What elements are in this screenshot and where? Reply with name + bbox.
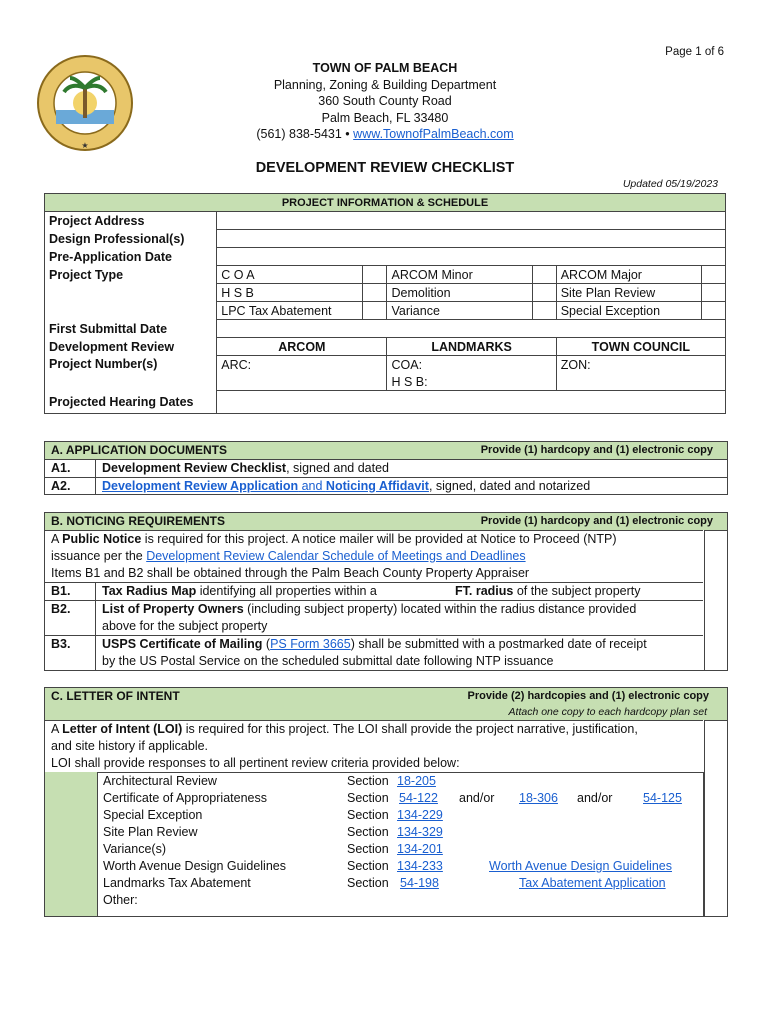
doc-title: DEVELOPMENT REVIEW CHECKLIST: [255, 160, 515, 176]
b2-text2: above for the subject property: [102, 619, 268, 633]
row-a1: [45, 459, 727, 477]
type-lpc-checkbox[interactable]: [363, 302, 387, 320]
code-link[interactable]: 134-201: [397, 842, 443, 856]
section-c-checkbox[interactable]: [704, 720, 727, 916]
project-numbers-label: Project Number(s): [45, 356, 217, 374]
type-coa: C O A: [217, 266, 363, 284]
board-landmarks: LANDMARKS: [387, 338, 556, 356]
hearing-dates-field[interactable]: [217, 391, 726, 414]
b-p2-a: issuance per the: [51, 549, 147, 563]
criteria-list: [97, 772, 704, 916]
type-demolition-checkbox[interactable]: [532, 284, 556, 302]
c-paragraph-2: and site history if applicable.: [51, 739, 209, 753]
dev-review-label: Development Review: [45, 338, 217, 356]
type-arcom-major: ARCOM Major: [556, 266, 701, 284]
row-b3: [45, 635, 703, 670]
b2-id: B2.: [51, 602, 71, 616]
row-b2: [45, 600, 703, 635]
c-paragraph-1: [45, 721, 703, 738]
type-coa-checkbox[interactable]: [363, 266, 387, 284]
criteria-name: Landmarks Tax Abatement: [103, 876, 251, 890]
a2-text: , signed, dated and notarized: [428, 479, 591, 493]
section-b-checkbox[interactable]: [704, 530, 727, 670]
project-address-field[interactable]: [217, 212, 726, 230]
section-b-copies: Provide (1) hardcopy and (1) electronic copy: [480, 515, 713, 527]
criteria-name: Architectural Review: [103, 774, 217, 788]
project-address-label: Project Address: [45, 212, 217, 230]
section-a-header: [45, 442, 727, 459]
b3-id: B3.: [51, 637, 71, 651]
and-or: and/or: [577, 791, 613, 805]
type-variance-checkbox[interactable]: [532, 302, 556, 320]
b2-text: (including subject property) located within the radius distance provided: [243, 602, 637, 616]
section-c-title: C. LETTER OF INTENT: [51, 689, 180, 703]
application-link[interactable]: Development Review Application: [102, 479, 299, 493]
preapp-date-field[interactable]: [217, 248, 726, 266]
code-link[interactable]: 54-125: [643, 791, 682, 805]
owners-list-term: List of Property Owners: [102, 602, 244, 616]
criteria-row: [97, 807, 703, 824]
tax-abatement-application-link[interactable]: Tax Abatement Application: [519, 876, 666, 890]
arc-number-field[interactable]: ARC:: [217, 356, 387, 374]
code-link[interactable]: 54-198: [400, 876, 439, 890]
section-c-copies: Provide (2) hardcopies and (1) electronic copy: [467, 690, 709, 702]
c-p1-b: is required for this project. The LOI shall provide the project narrative, justification,: [182, 722, 638, 736]
b1-text: identifying all properties within a: [196, 584, 377, 598]
a1-title: Development Review Checklist: [102, 461, 287, 475]
ps-form-link[interactable]: PS Form 3665: [270, 637, 351, 651]
code-link[interactable]: 134-329: [397, 825, 443, 839]
criteria-row: [97, 858, 703, 875]
website-link[interactable]: www.TownofPalmBeach.com: [353, 127, 514, 141]
palm-tree-seal-icon: [36, 48, 134, 158]
criteria-section: Section: [347, 791, 389, 805]
criteria-section: Section: [347, 842, 389, 856]
address-line1: 360 South County Road: [318, 94, 452, 108]
calendar-schedule-link[interactable]: Development Review Calendar Schedule of Meetings and Deadlines: [146, 549, 526, 563]
page-number: Page 1 of 6: [665, 46, 724, 58]
section-a-title: A. APPLICATION DOCUMENTS: [51, 443, 227, 457]
code-link[interactable]: 18-205: [397, 774, 436, 788]
a1-text: , signed and dated: [286, 461, 389, 475]
letterhead: [200, 60, 570, 143]
b1-id: B1.: [51, 584, 71, 598]
town-seal: [36, 48, 134, 158]
criteria-row: [97, 790, 703, 807]
criteria-section: Section: [347, 859, 389, 873]
type-special-exception: Special Exception: [556, 302, 701, 320]
section-c-attach: Attach one copy to each hardcopy plan set: [508, 706, 707, 718]
a2-and: and: [298, 479, 326, 493]
code-link[interactable]: 18-306: [519, 791, 558, 805]
org-name: TOWN OF PALM BEACH: [312, 61, 458, 75]
type-variance: Variance: [387, 302, 532, 320]
radius-field[interactable]: [455, 583, 641, 600]
board-town-council: TOWN COUNCIL: [556, 338, 725, 356]
hearing-dates-label: Projected Hearing Dates: [45, 391, 217, 414]
a2-id: A2.: [51, 479, 71, 493]
phone: (561) 838-5431 •: [256, 127, 350, 141]
contact-line: [200, 126, 570, 143]
criteria-name: Certificate of Appropriateness: [103, 791, 267, 805]
criteria-row-other[interactable]: [97, 892, 703, 909]
project-info-header: PROJECT INFORMATION & SCHEDULE: [45, 194, 726, 212]
design-professional-field[interactable]: [217, 230, 726, 248]
zon-number-field[interactable]: ZON:: [556, 356, 725, 374]
criteria-section: Section: [347, 774, 389, 788]
row-a2: [45, 477, 727, 495]
criteria-name: Other:: [103, 893, 138, 907]
type-hsb: H S B: [217, 284, 363, 302]
svg-text:★: ★: [81, 141, 89, 150]
criteria-section: Section: [347, 825, 389, 839]
noticing-affidavit-link[interactable]: Noticing Affidavit: [325, 479, 429, 493]
dept-name: Planning, Zoning & Building Department: [273, 77, 497, 92]
criteria-row: [97, 875, 703, 892]
hsb-number-field[interactable]: H S B:: [387, 373, 556, 391]
board-arcom: ARCOM: [217, 338, 387, 356]
b-p1-b: is required for this project. A notice mailer will be provided at Notice to Proceed (NTP): [141, 532, 617, 546]
criteria-name: Worth Avenue Design Guidelines: [103, 859, 286, 873]
loi-term: Letter of Intent (LOI): [62, 722, 183, 736]
criteria-row: [97, 841, 703, 858]
criteria-name: Site Plan Review: [103, 825, 198, 839]
type-site-plan: Site Plan Review: [556, 284, 701, 302]
usps-certificate-term: USPS Certificate of Mailing: [102, 637, 263, 651]
section-a: [44, 441, 728, 495]
c-paragraph-3: LOI shall provide responses to all pertinent review criteria provided below:: [51, 756, 460, 770]
criteria-row: [97, 824, 703, 841]
b1-rest: of the subject property: [513, 584, 641, 598]
type-arcom-minor: ARCOM Minor: [387, 266, 532, 284]
criteria-green-column: [45, 772, 98, 916]
section-c: [44, 687, 728, 917]
code-link[interactable]: 134-229: [397, 808, 443, 822]
b3-text2: by the US Postal Service on the scheduled submittal date following NTP issuance: [102, 654, 554, 668]
criteria-name: Special Exception: [103, 808, 203, 822]
code-link[interactable]: 54-122: [399, 791, 438, 805]
b3-text: ) shall be submitted with a postmarked date of receipt: [350, 637, 647, 651]
type-arcom-major-checkbox[interactable]: [701, 266, 725, 284]
first-submittal-field[interactable]: [217, 320, 726, 338]
public-notice-term: Public Notice: [62, 532, 142, 546]
type-special-exception-checkbox[interactable]: [701, 302, 725, 320]
ft-radius-term: FT. radius: [455, 584, 514, 598]
type-arcom-minor-checkbox[interactable]: [532, 266, 556, 284]
type-demolition: Demolition: [387, 284, 532, 302]
criteria-section: Section: [347, 808, 389, 822]
type-hsb-checkbox[interactable]: [363, 284, 387, 302]
code-link[interactable]: 134-233: [397, 859, 443, 873]
section-a-copies: Provide (1) hardcopy and (1) electronic copy: [480, 444, 713, 456]
worth-avenue-guidelines-link[interactable]: Worth Avenue Design Guidelines: [489, 859, 672, 873]
row-b1: [45, 582, 703, 600]
preapp-date-label: Pre-Application Date: [45, 248, 217, 266]
b-paragraph-2: [45, 548, 703, 565]
type-site-plan-checkbox[interactable]: [701, 284, 725, 302]
section-b-header: [45, 513, 727, 530]
a1-id: A1.: [51, 461, 71, 475]
b3-paren-open: (: [262, 637, 271, 651]
section-b-title: B. NOTICING REQUIREMENTS: [51, 514, 226, 528]
criteria-section: Section: [347, 876, 389, 890]
tax-radius-map-term: Tax Radius Map: [102, 584, 197, 598]
address-line2: Palm Beach, FL 33480: [321, 110, 449, 125]
type-lpc: LPC Tax Abatement: [217, 302, 363, 320]
first-submittal-label: First Submittal Date: [45, 320, 217, 338]
criteria-name: Variance(s): [103, 842, 166, 856]
section-c-header: [45, 688, 727, 720]
criteria-row: [97, 773, 703, 790]
project-info-table: [44, 193, 726, 414]
project-type-label: Project Type: [45, 266, 217, 284]
b-p1-a: A: [51, 532, 63, 546]
and-or: and/or: [459, 791, 495, 805]
b-paragraph-1: [45, 531, 703, 548]
section-b: [44, 512, 728, 671]
c-p1-a: A: [51, 722, 63, 736]
design-professional-label: Design Professional(s): [45, 230, 217, 248]
coa-number-field[interactable]: COA:: [387, 356, 556, 374]
updated-date: Updated 05/19/2023: [622, 178, 718, 190]
b-paragraph-3: Items B1 and B2 shall be obtained through the Palm Beach County Property Appraiser: [51, 566, 530, 580]
